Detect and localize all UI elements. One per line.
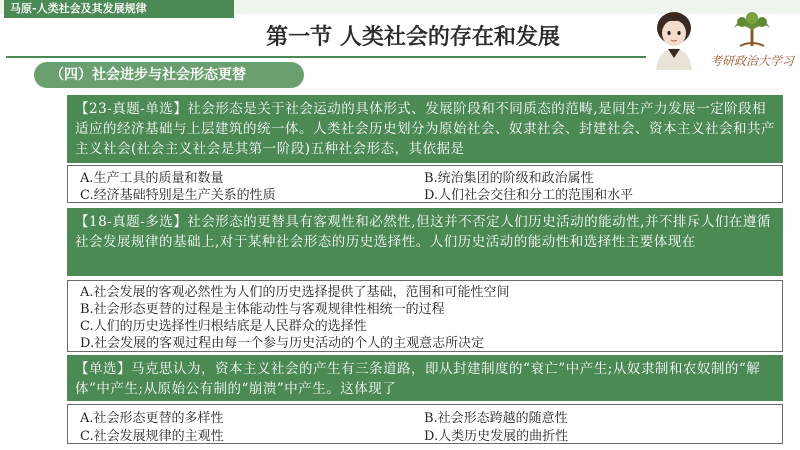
question-3-stem: 【单选】马克思认为，资本主义社会的产生有三条道路，即从封建制度的“衰亡”中产生;从奴隶制和农奴制的“解体”中产生;从原始公有制的“崩溃”中产生。这体现了 — [67, 355, 783, 401]
page-title: 第一节 人类社会的存在和发展 — [266, 25, 560, 50]
question-2-stem: 【18-真题-多选】社会形态的更替具有客观性和必然性,但这并不否定人们历史活动的能动性,并不排斥人们在遵循社会发展规律的基础上,对于某种社会形态的历史选择性。人们历史活动的能动性和选择性主要体现在 — [67, 208, 783, 276]
q2-option-c[interactable]: C.人们的历史选择性归根结底是人民群众的选择性 — [80, 319, 367, 334]
question-3-options — [67, 404, 783, 444]
presenter-avatar — [646, 6, 702, 70]
q1-option-d[interactable]: D.人们社会交往和分工的范围和水平 — [424, 188, 634, 203]
question-1-options — [67, 165, 783, 203]
q1-option-c[interactable]: C.经济基础特别是生产关系的性质 — [80, 188, 276, 203]
course-tag: 马原-人类社会及其发展规律 — [4, 0, 234, 18]
question-2-options — [67, 280, 783, 352]
brand-logo — [710, 8, 794, 74]
q2-option-d[interactable]: D.社会发展的客观过程由每一个参与历史活动的个人的主观意志所决定 — [80, 336, 485, 351]
q3-option-c[interactable]: C.社会发展规律的主观性 — [80, 429, 224, 444]
q1-option-a[interactable]: A.生产工具的质量和数量 — [80, 171, 224, 186]
q3-option-a[interactable]: A.社会形态更替的多样性 — [80, 411, 224, 426]
logo-text: 考研政治大学习 — [710, 54, 795, 68]
tree-logo-icon — [710, 8, 794, 48]
q1-option-b[interactable]: B.统治集团的阶级和政治属性 — [424, 171, 594, 186]
title-divider — [6, 56, 646, 58]
section-heading: （四）社会进步与社会形态更替 — [34, 62, 304, 88]
q3-option-b[interactable]: B.社会形态跨越的随意性 — [424, 411, 568, 426]
question-1-stem: 【23-真题-单选】社会形态是关于社会运动的具体形式、发展阶段和不同质态的范畴,是同生产力发展一定阶段相适应的经济基础与上层建筑的统一体。人类社会历史划分为原始社会、奴隶社会、封建社会、资本主义社会和共产主义社会(社会主义社会是其第一阶段)五种社会形态，其依据是 — [67, 95, 783, 163]
q3-option-d[interactable]: D.人类历史发展的曲折性 — [424, 429, 569, 444]
q2-option-a[interactable]: A.社会发展的客观必然性为人们的历史选择提供了基础，范围和可能性空间 — [80, 285, 510, 300]
q2-option-b[interactable]: B.社会形态更替的过程是主体能动性与客观规律性相统一的过程 — [80, 302, 445, 317]
